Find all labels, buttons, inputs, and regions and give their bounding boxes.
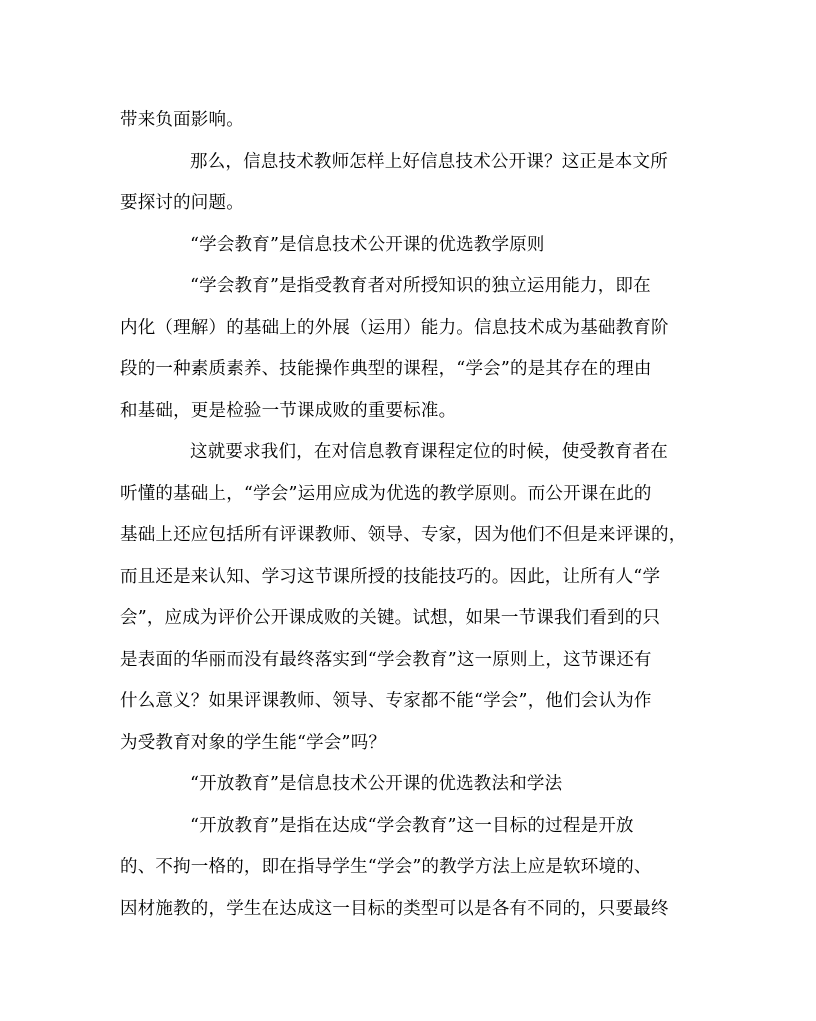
text-line: “学会教育”是指受教育者对所授知识的独立运用能力，即在 [190,276,651,296]
text-line: 的、不拘一格的，即在指导学生“学会”的教学方法上应是软环境的、 [120,857,652,877]
text-line: 而且还是来认知、学习这节课所授的技能技巧的。因此，让所有人“学 [120,566,661,587]
text-line: 那么，信息技术教师怎样上好信息技术公开课？这正是本文所 [190,151,668,172]
text-line: “开放教育”是指在达成“学会教育”这一目标的过程是开放 [190,815,634,836]
text-line: 什么意义？如果评课教师、领导、专家都不能“学会”，他们会认为作 [120,691,652,711]
text-line: 会”，应成为评价公开课成败的关键。试想，如果一节课我们看到的只 [120,608,661,628]
section-heading: “学会教育”是信息技术公开课的优选教学原则 [190,234,545,255]
text-line: 是表面的华丽而没有最终落实到“学会教育”这一原则上，这节课还有 [120,649,652,670]
text-line: 要探讨的问题。 [120,193,244,213]
text-line: 为受教育对象的学生能“学会”吗？ [120,732,387,753]
text-line: 带来负面影响。 [120,110,244,130]
text-line: 听懂的基础上，“学会”运用应成为优选的教学原则。而公开课在此的 [120,483,652,504]
text-line: 和基础，更是检验一节课成败的重要标准。 [120,400,457,421]
text-line: 因材施教的，学生在达成这一目标的类型可以是各有不同的，只要最终 [120,898,669,919]
section-heading: “开放教育”是信息技术公开课的优选教法和学法 [190,774,563,794]
text-line: 内化（理解）的基础上的外展（运用）能力。信息技术成为基础教育阶 [120,317,669,338]
text-line: 这就要求我们，在对信息教育课程定位的时候，使受教育者在 [190,442,668,462]
text-line: 段的一种素质素养、技能操作典型的课程，“学会”的是其存在的理由 [120,359,652,379]
text-line: 基础上还应包括所有评课教师、领导、专家，因为他们不但是来评课的， [120,525,687,545]
document-body [120,100,697,930]
